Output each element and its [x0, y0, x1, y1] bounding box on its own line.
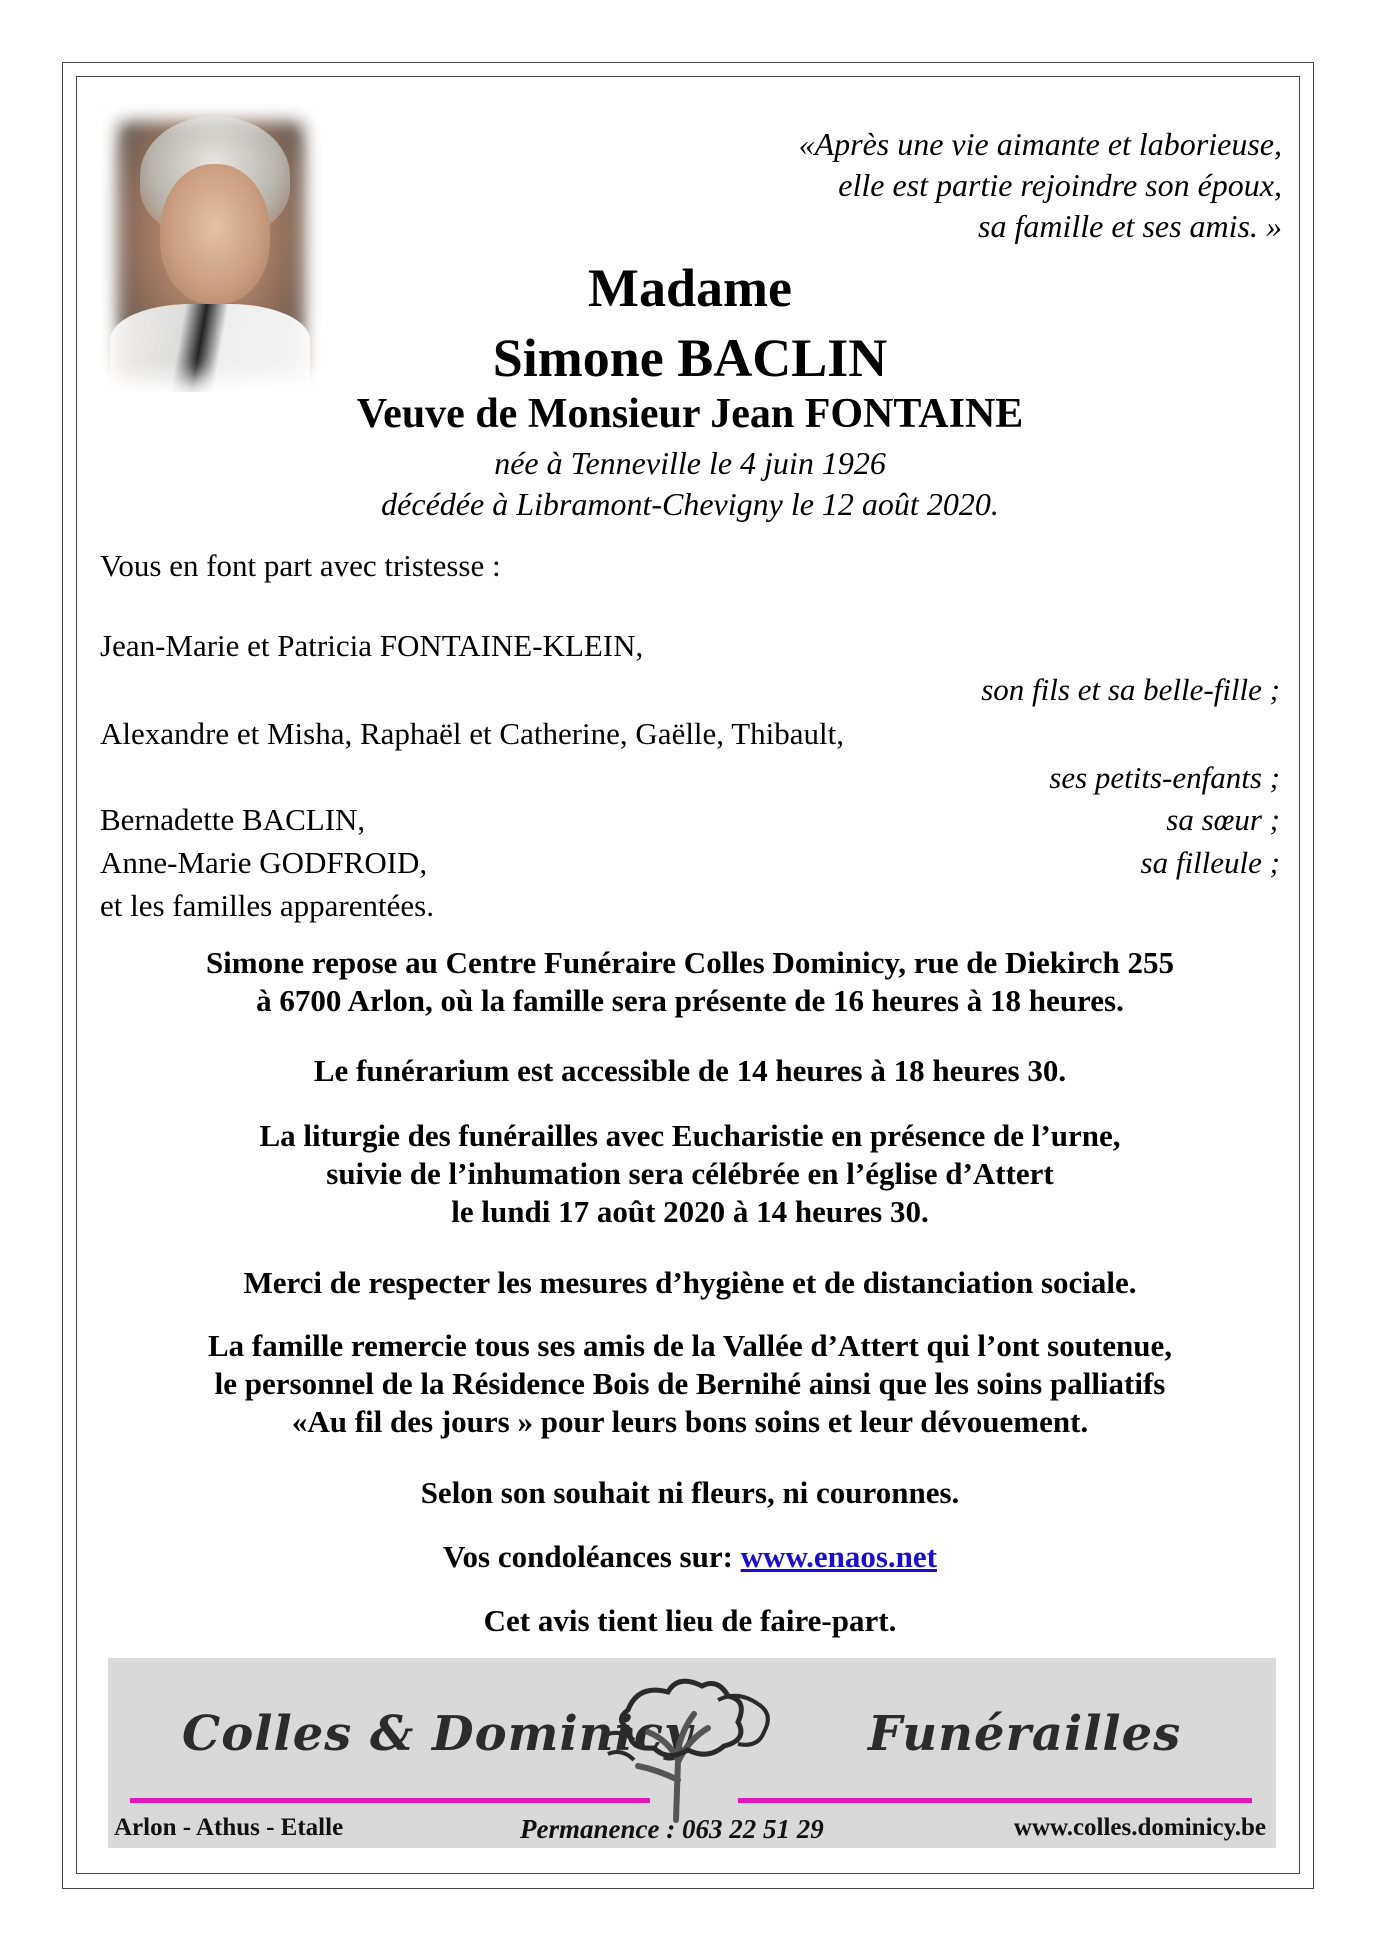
flowers-info: Selon son souhait ni fleurs, ni couronnes.	[420, 1475, 960, 1510]
grandchildren-names: Alexandre et Misha, Raphaël et Catherine, Gaëlle, Thibault,	[100, 716, 845, 751]
hygiene-info: Merci de respecter les mesures d’hygiène et de distanciation sociale.	[243, 1265, 1137, 1300]
thanks-line: La famille remercie tous ses amis de la Vallée d’Attert qui l’ont soutenue,	[207, 1328, 1173, 1363]
death-line: décédée à Libramont-Chevigny le 12 août 2020.	[381, 486, 999, 522]
condolences-info	[90, 1538, 1290, 1576]
epitaph-quote	[582, 124, 1282, 247]
rest-info	[90, 944, 1290, 1020]
quote-line: «Après une vie aimante et laborieuse,	[798, 126, 1282, 162]
family-closing: et les familles apparentées.	[100, 888, 434, 923]
access-info: Le funérarium est accessible de 14 heures à 18 heures 30.	[313, 1053, 1067, 1088]
notice-info: Cet avis tient lieu de faire-part.	[483, 1603, 897, 1638]
widow-of: Veuve de Monsieur Jean FONTAINE	[356, 391, 1024, 437]
sister-name: Bernadette BACLIN,	[100, 802, 366, 837]
son-relation: son fils et sa belle-fille ;	[981, 672, 1280, 707]
accent-line-right	[738, 1798, 1252, 1803]
sister-relation: sa sœur ;	[1166, 802, 1280, 837]
son-names: Jean-Marie et Patricia FONTAINE-KLEIN,	[100, 628, 644, 663]
deceased-name: Simone BACLIN	[492, 328, 888, 388]
thanks-line: «Au fil des jours » pour leurs bons soins et leur dévouement.	[291, 1404, 1089, 1439]
liturgy-line: le lundi 17 août 2020 à 14 heures 30.	[451, 1194, 929, 1229]
quote-line: sa famille et ses amis. »	[978, 208, 1282, 244]
footer-phone: Permanence : 063 22 51 29	[520, 1814, 824, 1844]
condolences-label: Vos condoléances sur:	[442, 1539, 733, 1574]
quote-line: elle est partie rejoindre son époux,	[838, 167, 1282, 203]
family-list	[100, 546, 1280, 926]
footer-locations: Arlon - Athus - Etalle	[114, 1814, 344, 1841]
liturgy-line: suivie de l’inhumation sera célébrée en l’église d’Attert	[326, 1156, 1054, 1191]
birth-line: née à Tenneville le 4 juin 1926	[494, 445, 886, 481]
liturgy-line: La liturgie des funérailles avec Eucharistie en présence de l’urne,	[259, 1118, 1121, 1153]
thanks-info	[90, 1327, 1290, 1441]
brand-name: Colles & Dominicy	[182, 1706, 693, 1762]
goddaughter-relation: sa filleule ;	[1140, 845, 1280, 880]
goddaughter-name: Anne-Marie GODFROID,	[100, 845, 428, 880]
liturgy-info	[90, 1117, 1290, 1231]
tree-logo-icon	[598, 1670, 788, 1830]
rest-line: à 6700 Arlon, où la famille sera présente de 16 heures à 18 heures.	[256, 983, 1124, 1018]
rest-line: Simone repose au Centre Funéraire Colles Dominicy, rue de Diekirch 255	[205, 945, 1175, 980]
accent-line-left	[130, 1798, 650, 1803]
condolences-link[interactable]: www.enaos.net	[740, 1539, 938, 1574]
brand-tagline: Funérailles	[868, 1706, 1182, 1762]
funeral-home-banner	[108, 1658, 1276, 1848]
grandchildren-relation: ses petits-enfants ;	[1049, 760, 1280, 795]
family-intro: Vous en font part avec tristesse :	[100, 548, 501, 583]
thanks-line: le personnel de la Résidence Bois de Bernihé ainsi que les soins palliatifs	[214, 1366, 1166, 1401]
footer-website[interactable]: www.colles.dominicy.be	[1013, 1814, 1266, 1841]
honorific: Madame	[588, 258, 792, 318]
